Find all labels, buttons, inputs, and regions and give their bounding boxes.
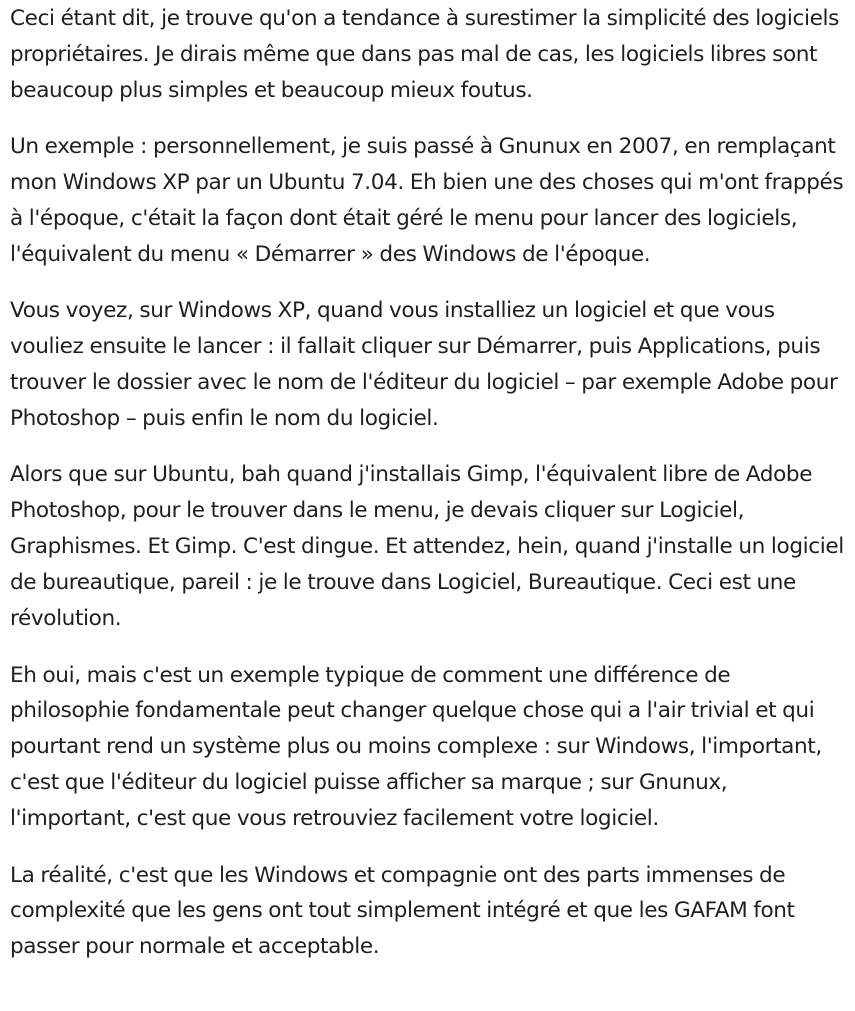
article-body [0,1,855,965]
paragraph: Un exemple : personnellement, je suis passé à Gnunux en 2007, en remplaçant mon Windows XP par un Ubuntu 7.04. Eh bien une des choses qui m'ont frappés à l'époque, c'était la façon dont était géré le menu pour lancer des logiciels, l'équivalent du menu « Démarrer » des Windows de l'époque. [10,134,844,267]
paragraph: Vous voyez, sur Windows XP, quand vous installiez un logiciel et que vous vouliez ensuite le lancer : il fallait cliquer sur Démarrer, puis Applications, puis trouver le dossier avec le nom de l'éditeur du logiciel – par exemple Adobe pour Photoshop – puis enfin le nom du logiciel. [10,298,838,432]
paragraph: La réalité, c'est que les Windows et compagnie ont des parts immenses de complexité que les gens ont tout simplement intégré et que les GAFAM font passer pour normale et acceptable. [10,862,795,960]
paragraph: Eh oui, mais c'est un exemple typique de comment une différence de philosophie fondamentale peut changer quelque chose qui a l'air trivial et qui pourtant rend un système plus ou moins complexe : sur Windows, l'important, c'est que l'éditeur du logiciel puisse afficher sa marque ; sur Gnunux, l'important, c'est que vous retrouviez facilement votre logiciel. [10,662,822,832]
paragraph: Alors que sur Ubuntu, bah quand j'installais Gimp, l'équivalent libre de Adobe Photoshop, pour le trouver dans le menu, je devais cliquer sur Logiciel, Graphismes. Et Gimp. C'est dingue. Et attendez, hein, quand j'installe un logiciel de bureautique, pareil : je le trouve dans Logiciel, Bureautique. Ceci est une révolution. [10,462,844,632]
paragraph: Ceci étant dit, je trouve qu'on a tendance à surestimer la simplicité des logiciels propriétaires. Je dirais même que dans pas mal de cas, les logiciels libres sont beaucoup plus simples et beaucoup mieux foutus. [10,6,839,103]
